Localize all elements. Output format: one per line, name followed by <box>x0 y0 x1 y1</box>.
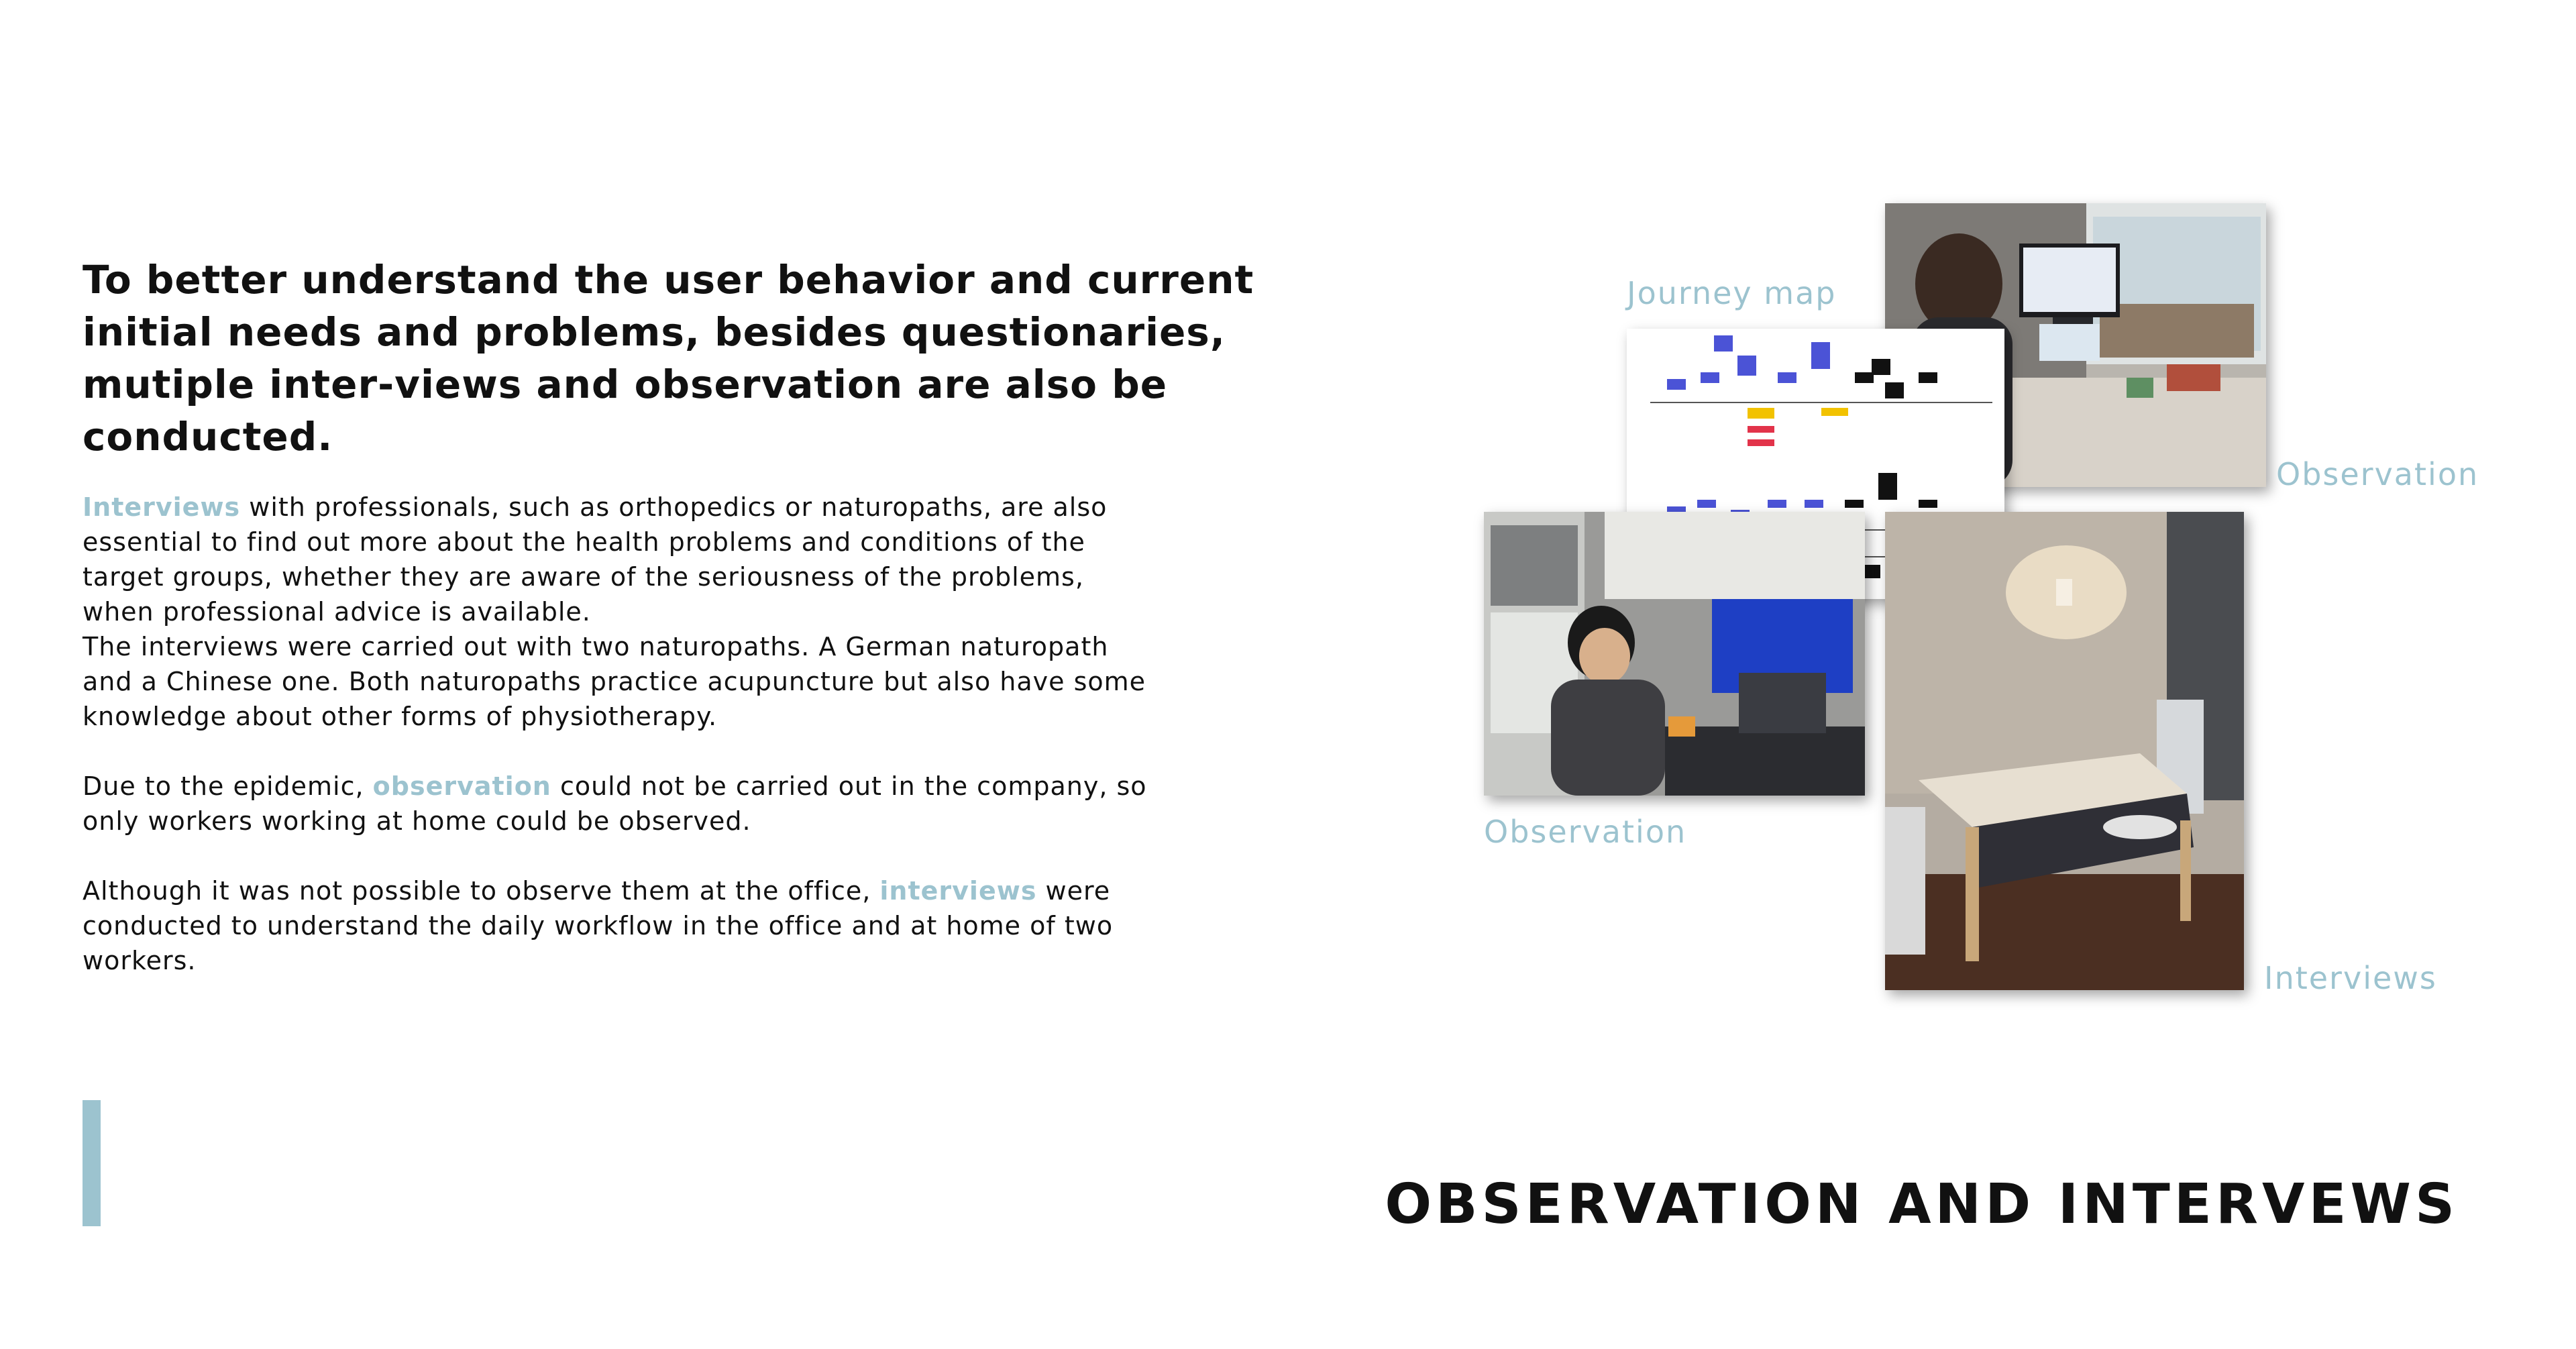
paragraph-office <box>83 873 1156 978</box>
accent-bar <box>83 1100 101 1226</box>
page-title: OBSERVATION AND INTERVEWS <box>1385 1173 2459 1236</box>
paragraph-office-before: Although it was not possible to observe them at the office, <box>83 876 880 906</box>
caption-observation-left: Observation <box>1484 814 1687 850</box>
highlight-interviews: Interviews <box>83 492 241 522</box>
paragraph-office-after: were conducted to understand the daily workflow in the office and at home of two workers. <box>83 876 1114 975</box>
highlight-interviews-2: interviews <box>879 876 1037 906</box>
body-text <box>83 490 1156 1013</box>
headline: To better understand the user behavior and current initial needs and problems, besides questionaries, mutiple inter-views and observation are also be conducted. <box>83 257 1254 460</box>
paragraph-naturopaths: The interviews were carried out with two naturopaths. A German naturopath and a Chinese one. Both naturopaths practice acupuncture but also have some knowledge about other forms of physiotherapy. <box>83 632 1146 731</box>
highlight-observation: observation <box>372 771 551 801</box>
caption-journey-map: Journey map <box>1627 275 1837 311</box>
paragraph-interviews <box>83 490 1156 734</box>
photo-observation-home-man <box>1484 512 1865 796</box>
paragraph-epidemic-before: Due to the epidemic, <box>83 771 373 801</box>
caption-observation-top: Observation <box>2276 456 2479 492</box>
paragraph-epidemic <box>83 769 1156 839</box>
caption-interviews: Interviews <box>2264 960 2437 996</box>
paragraph-epidemic-after: could not be carried out in the company, so only workers working at home could be observed. <box>83 771 1147 836</box>
photo-interviews-treatment-room <box>1885 512 2244 990</box>
paragraph-interviews-text: with professionals, such as orthopedics or naturopaths, are also essential to find out more about the health problems and conditions of the target groups, whether they are aware of the seriousness of the problems, when professional advice is available. <box>83 492 1108 627</box>
